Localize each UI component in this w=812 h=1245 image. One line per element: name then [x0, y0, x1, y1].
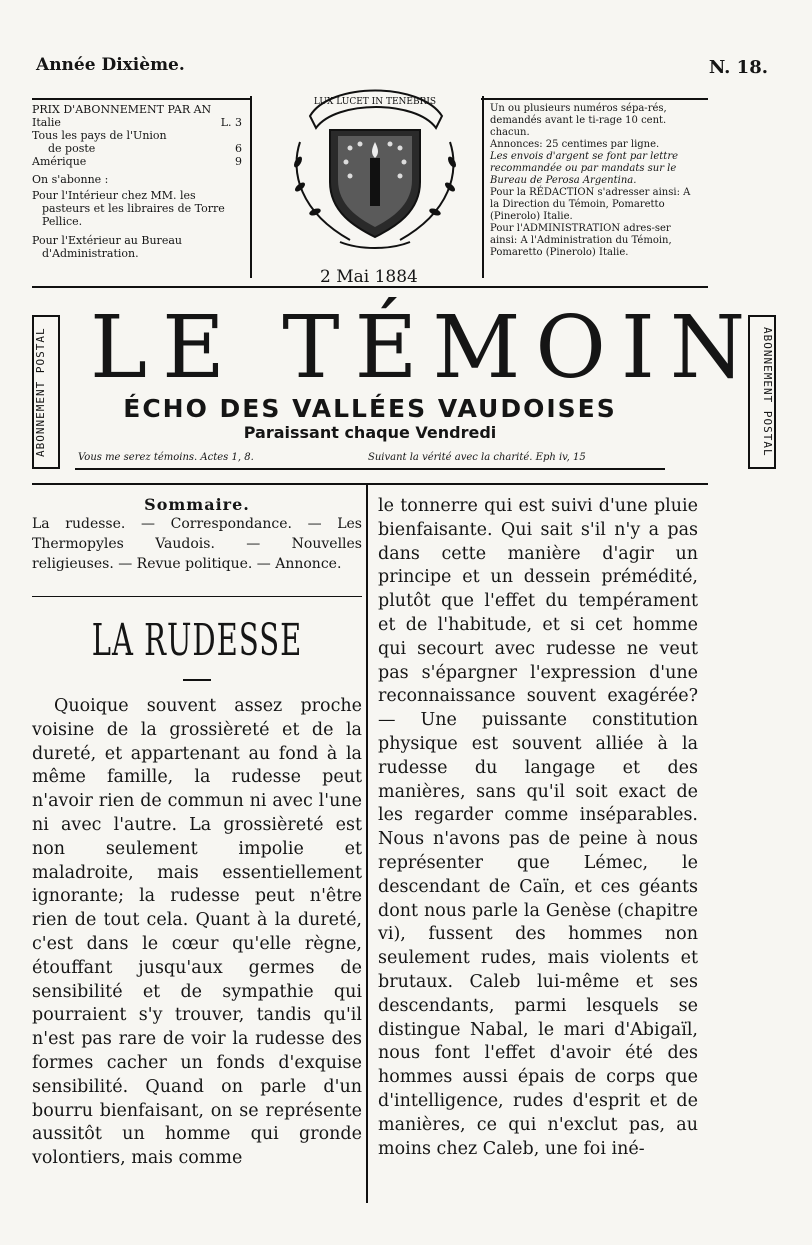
right-box-left-rule — [482, 96, 484, 278]
motto-text: LUX LUCET IN TENEBRIS — [313, 97, 437, 107]
subscribe-heading: On s'abonne : — [32, 173, 109, 186]
issue-number: N. 18. — [708, 57, 768, 78]
money-note: Les envois d'argent se font par lettre recommandée ou par mandats sur le Bureau de Perosa Argentina. — [490, 151, 679, 186]
left-box-right-rule — [250, 96, 252, 278]
scripture-quote-left: Vous me serez témoins. Actes 1, 8. — [78, 452, 254, 463]
sommaire-rule — [32, 596, 362, 597]
price-row: de poste 6 — [48, 142, 242, 155]
left-column — [32, 495, 362, 1171]
right-box-top-rule — [481, 98, 708, 100]
exterior-subscription: Pour l'Extérieur au Bureau d'Administration. — [32, 234, 182, 260]
vaudois-emblem — [270, 72, 480, 257]
ribbon-bow-icon — [340, 242, 410, 248]
issue-price-note: Un ou plusieurs numéros sépa-rés, demandés avant le ti-rage 10 cent. chacun. — [490, 103, 667, 138]
column-divider — [366, 483, 368, 1203]
article-title: LA RUDESSE — [91, 614, 303, 666]
issue-date: 2 Mai 1884 — [320, 267, 418, 287]
redaction-address: Pour la RÉDACTION s'adresser ainsi: A la Direction du Témoin, Pomaretto (Pinerolo) Italie. — [490, 187, 691, 222]
candle-icon — [370, 158, 380, 206]
article-paragraph-2: le tonnerre qui est suivi d'une pluie bienfaisante. Qui sait s'il n'y a pas dans cette manière d'agir un principe et un dessein prémédité, plutôt que l'effet du tempérament et de l'habitude, et si cet homme qui secourt avec rudesse ne veut pas s'épargner l'expression d'une reconnaissance souvent exagérée? — Une puissante constitution physique est souvent alliée à la rudesse du langage et des manières, sans qu'il soit exact de les regarder comme inséparables. Nous n'avons pas de peine à nous représenter que Lémec, le descendant de Caïn, et ces géants dont nous parle la Genèse (chapitre vi), fussent des hommes non seulement rudes, mais violents et brutaux. Caleb lui-même et ses descendants, parmi lesquels se distingue Nabal, le mari d'Abigaïl, nous font l'effet d'avoir été des hommes aussi épais de corps que d'intelligence, rudes d'esprit et de manières, ce qui n'exclut pas, au moins chez Caleb, une foi iné- — [378, 496, 698, 1159]
ads-price-note: Annonces: 25 centimes par ligne. — [490, 139, 660, 150]
right-column — [378, 495, 698, 1161]
sommaire-text: La rudesse. — Correspondance. — Les Thermopyles Vaudois. — Nouvelles religieuses. — Revue politique. — Annonce. — [32, 516, 362, 572]
newspaper-tagline: Paraissant chaque Vendredi — [243, 423, 497, 442]
price-row: Amérique 9 — [32, 155, 242, 168]
year-label: Année Dixième. — [36, 55, 185, 75]
article-paragraph-1: Quoique souvent assez proche voisine de la grossièreté et de la dureté, et appartenant au fond à la même famille, la rudesse peut n'avoir rien de commun ni avec l'une ni avec l'autre. La grossièreté est non seulement impolie et maladroite, mais essentiellement ignorante; la rudesse peut n'être rien de tout cela. Quant à la dureté, c'est dans le cœur qu'elle règne, étouffant jusqu'aux germes de sensibilité et de sympathie qui pourraient s'y trouver, tandis qu'il n'est pas rare de voir la rudesse des formes cacher un fonds d'exquise sensibilité. Quand on parle d'un bourru bienfaisant, on se représente aussitôt un homme qui gronde volontiers, mais comme — [32, 696, 362, 1169]
interior-subscription: Pour l'Intérieur chez MM. les pasteurs et les libraires de Torre Pellice. — [32, 189, 225, 228]
sommaire-title: Sommaire. — [144, 495, 250, 514]
newspaper-title: LE TÉMOIN — [90, 298, 761, 398]
masthead — [90, 298, 761, 442]
left-box-top-rule — [32, 98, 250, 100]
masthead-rule — [75, 468, 665, 470]
price-row: Italie L. 3 — [32, 116, 242, 129]
administration-box — [490, 103, 700, 259]
postal-label-left: ABONNEMENT POSTAL — [32, 315, 60, 469]
postal-label-right: ABONNEMENT POSTAL — [748, 315, 776, 469]
newspaper-subtitle: ÉCHO DES VALLÉES VAUDOISES — [123, 394, 617, 423]
scripture-quote-right: Suivant la vérité avec la charité. Eph iv, 15 — [368, 452, 586, 463]
administration-address: Pour l'ADMINISTRATION adres-ser ainsi: A l'Administration du Témoin, Pomaretto (Pinerolo) Italie. — [490, 223, 672, 258]
price-row: Tous les pays de l'Union — [32, 129, 167, 142]
subscription-title: PRIX D'ABONNEMENT PAR AN — [32, 103, 212, 116]
content-top-rule — [32, 483, 708, 485]
subscription-box — [32, 103, 242, 260]
